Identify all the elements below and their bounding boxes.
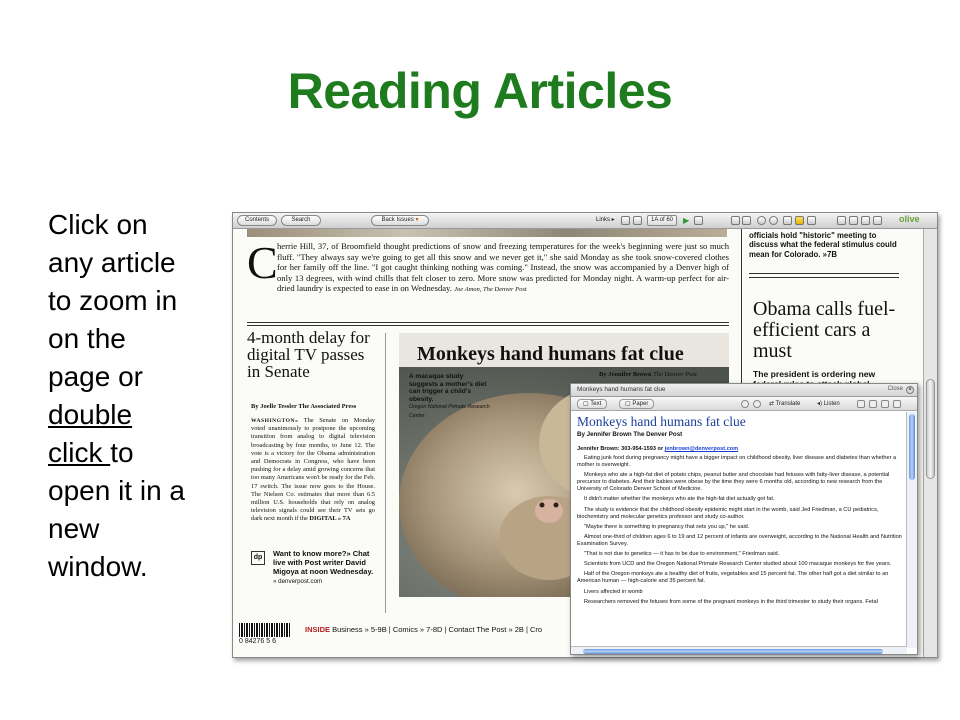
lead-story-credit: Joe Amon, The Denver Post	[454, 286, 527, 294]
chat-promo[interactable]	[273, 549, 383, 586]
article-paragraph: The study is evidence that the childhood obesity epidemic might start in the womb, said Jed Friedman, a CU pediatrics, biochemistry and molecular genetics professor and study co-author.	[577, 506, 879, 520]
instructions-part-2: to open it in a new window.	[48, 437, 185, 582]
dp-logo: dp	[251, 551, 265, 565]
prev-page-icon[interactable]	[633, 216, 642, 225]
chat-promo-text: Want to know more?» Chat live with Post writer David Migoya at noon Wednesday.	[273, 549, 374, 576]
save-icon[interactable]	[849, 216, 858, 225]
divider	[749, 277, 899, 278]
digital-tv-byline: By Joelle Tessler The Associated Press	[251, 403, 357, 410]
save-icon[interactable]	[869, 400, 877, 408]
back-issues-label: Back Issues	[381, 217, 414, 223]
divider	[247, 322, 729, 323]
lead-story-text: herrie Hill, 37, of Broomfield thought predictions of snow and freezing temperatures for the week's beginning were just so much fluff. "They always say we're going to get all this snow and we never get it," she said Monday as she took snow-covered clothes for her family off the line. "I got caught thinking nothing was coming." Instead, the snow was accompanied by a Denver high of only 13 degrees, with wind chills that felt closer to zero. More snow was predicted for Monday night. A warm-up perfect for air-dried laundry is expected to ease in on Wednesday.	[277, 241, 729, 294]
instructions-part-1: Click on any article to zoom in on the page or	[48, 209, 178, 392]
popup-headline: Monkeys hand humans fat clue	[577, 414, 746, 429]
inside-index[interactable]	[305, 625, 542, 634]
obama-cars-headline[interactable]: Obama calls fuel-efficient cars a must	[753, 298, 896, 362]
popup-contact	[577, 446, 905, 452]
digital-tv-headline[interactable]: 4-month delay for digital TV passes in Senate	[247, 328, 370, 381]
slide-title: Reading Articles	[287, 63, 673, 119]
chat-promo-url: » denverpost.com	[273, 578, 323, 585]
olive-logo: olive	[899, 214, 920, 224]
popup-horizontal-scroll-thumb[interactable]	[583, 649, 883, 654]
back-issues-button[interactable]	[371, 215, 429, 226]
fit-page-icon[interactable]	[783, 216, 792, 225]
email-icon[interactable]	[857, 400, 865, 408]
search-button[interactable]: Search	[281, 215, 321, 226]
zoom-out-icon[interactable]	[741, 400, 749, 408]
instructions-underlined: double click	[48, 399, 133, 468]
last-page-icon[interactable]	[694, 216, 703, 225]
lead-dropcap: C	[247, 237, 278, 288]
digital-tv-jump: DIGITAL » 7A	[309, 515, 351, 523]
zoom-in-icon[interactable]	[769, 216, 778, 225]
article-paragraph: Half of the Oregon monkeys ate a healthy diet of fruits, vegetables and 15 percent fat. The other half got a diet similar to an American human — high-calorie and 35 percent fat.	[577, 571, 889, 585]
first-page-icon[interactable]	[621, 216, 630, 225]
monkey-headline: Monkeys hand humans fat clue	[417, 343, 684, 365]
print-icon[interactable]	[861, 216, 870, 225]
viewer-toolbar	[233, 213, 937, 229]
monkey-byline-author: By Jennifer Brown	[599, 371, 652, 378]
print-icon[interactable]	[881, 400, 889, 408]
lead-story-article[interactable]	[277, 241, 729, 296]
article-subhead: Livers affected in womb	[584, 588, 643, 595]
text-view-button[interactable]: ▢ Text	[577, 399, 607, 409]
translate-label: Translate	[775, 401, 801, 407]
close-icon[interactable]: ×	[906, 386, 914, 394]
digital-tv-dateline: WASHINGTON»	[251, 418, 299, 424]
monkey-caption-text: A macaque study suggests a mother's diet can trigger a child's obesity.	[409, 373, 487, 403]
article-popup-window[interactable]	[570, 383, 918, 655]
help-icon[interactable]	[873, 216, 882, 225]
popup-article-body[interactable]	[577, 414, 905, 646]
page-indicator[interactable]: 1A of 60	[647, 215, 677, 226]
digital-tv-body: The Senate on Monday voted unanimously to postpone the upcoming transition from analog to digital television broadcasting by four months, to June 12. The vote is a victory for the Obama administration and Democrats in Congress, who have been pushing for a delay amid growing concerns that too many Americans won't be ready for the Feb. 17 switch. The issue now goes to the House. The Nielsen Co. estimates that more than 6.5 million U.S. households that rely on analog television signals could see their TV sets go dark next month if the	[251, 417, 375, 523]
text-view-label: Text	[590, 401, 602, 407]
article-paragraph: It didn't matter whether the monkeys who ate the high-fat diet actually got fat.	[584, 496, 775, 503]
column-divider	[385, 333, 386, 613]
paper-view-label: Paper	[632, 401, 649, 407]
single-page-icon[interactable]	[731, 216, 740, 225]
popup-title: Monkeys hand humans fat clue	[577, 386, 666, 393]
monkey-byline	[599, 371, 697, 378]
article-paragraph: "That is not due to genetics — it has to be due to environment," Friedman said.	[584, 551, 780, 558]
highlight-icon[interactable]	[795, 216, 804, 225]
popup-scrollbar[interactable]	[906, 412, 917, 648]
email-icon[interactable]	[837, 216, 846, 225]
viewer-scrollbar[interactable]	[923, 229, 937, 658]
translate-button[interactable]: ⇄ Translate	[769, 401, 801, 407]
divider	[749, 273, 899, 274]
article-paragraph: Monkeys who ate a high-fat diet of potato chips, peanut butter and chocolate had fetuses with fatty-liver disease, a potential precursor to diabetes. And their babies were obese by the time they were 6 months old, according to new research from the University of Colorado Denver School of Medicine.	[577, 472, 890, 493]
popup-close-label[interactable]: Close	[887, 386, 903, 392]
author-email-link[interactable]: jenbrown@denverpost.com	[664, 446, 739, 452]
inside-items: Business » 5-9B | Comics » 7-8D | Contact The Post » 2B | Cro	[332, 625, 543, 634]
popup-scroll-thumb[interactable]	[909, 414, 915, 480]
next-page-icon[interactable]: ▶	[683, 216, 690, 225]
monkey-caption	[409, 373, 493, 421]
viewer-scroll-thumb[interactable]	[926, 379, 935, 479]
zoom-out-icon[interactable]	[757, 216, 766, 225]
article-paragraph: Eating junk food during pregnancy might have a bigger impact on childhood obesity, liver disease and diabetes than whether a mother is overweight.	[577, 455, 897, 469]
article-paragraph: Scientists from UCD and the Oregon National Primate Research Center studied about 100 macaque monkeys for five years.	[584, 561, 892, 568]
popup-titlebar[interactable]	[571, 384, 917, 397]
obama-cars-summary[interactable]: The president is ordering new	[753, 369, 876, 379]
popup-horizontal-scrollbar[interactable]	[571, 646, 907, 655]
clip-icon[interactable]	[807, 216, 816, 225]
article-paragraph: Almost one-third of children ages 6 to 19 and 12 percent of infants are overweight, according to the National Health and Nutrition Examination Survey.	[577, 533, 902, 547]
top-photo-strip	[247, 229, 727, 237]
paper-view-button[interactable]: ▢ Paper	[619, 399, 654, 409]
contents-button[interactable]: Contents	[237, 215, 277, 226]
popup-toolbar	[571, 397, 917, 411]
monkey-caption-source: Oregon National Primate Research Center	[409, 404, 490, 419]
zoom-in-icon[interactable]	[753, 400, 761, 408]
divider	[247, 325, 729, 326]
barcode-number: 0 84276 5 6	[239, 638, 276, 645]
article-paragraph: Researchers removed the fetuses from some of the pregnant monkeys in the third trimester to study their organs. Fetal	[584, 598, 878, 605]
listen-button[interactable]: ◂) Listen	[817, 401, 840, 407]
stimulus-teaser[interactable]: officials hold "historic" meeting to discuss what the federal stimulus could mean for Colorado. »7B	[749, 231, 897, 259]
links-menu[interactable]: Links ▸	[596, 217, 615, 223]
popup-byline: By Jennifer Brown The Denver Post	[577, 431, 683, 438]
barcode	[239, 623, 291, 637]
help-icon[interactable]	[893, 400, 901, 408]
listen-label: Listen	[823, 401, 840, 407]
monkey-byline-source: The Denver Post	[653, 371, 697, 378]
instructions-text	[48, 206, 188, 586]
inside-label: INSIDE	[305, 625, 331, 634]
links-label: Links	[596, 217, 611, 223]
article-paragraph: "Maybe there is something in pregnancy that sets you up," he said.	[584, 523, 750, 530]
digital-tv-article[interactable]	[251, 417, 375, 524]
chevron-down-icon: ▾	[415, 217, 419, 223]
popup-contact-prefix: Jennifer Brown: 303-954-1593 or	[577, 446, 665, 452]
double-page-icon[interactable]	[742, 216, 751, 225]
